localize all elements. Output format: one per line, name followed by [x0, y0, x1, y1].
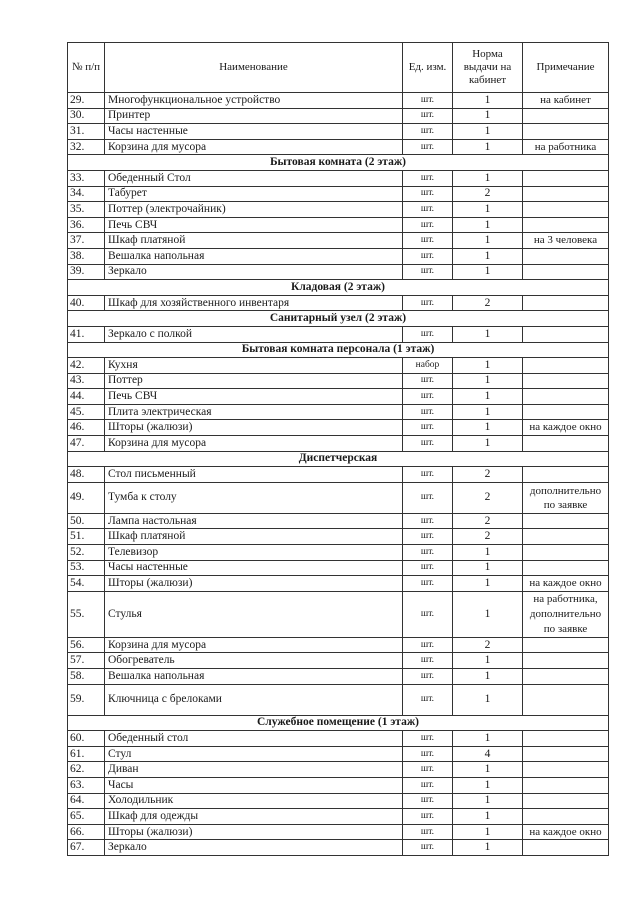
cell-unit: шт. — [403, 108, 453, 124]
cell-norm: 2 — [453, 295, 523, 311]
cell-name: Многофункциональное устройство — [105, 93, 403, 109]
cell-num: 32. — [68, 139, 105, 155]
cell-unit: шт. — [403, 824, 453, 840]
cell-note: на кабинет — [523, 93, 609, 109]
table-body — [68, 93, 609, 856]
cell-num: 57. — [68, 653, 105, 669]
section-row — [68, 451, 609, 467]
cell-norm: 1 — [453, 777, 523, 793]
cell-num: 56. — [68, 637, 105, 653]
cell-norm: 1 — [453, 809, 523, 825]
cell-norm: 1 — [453, 545, 523, 561]
table-row — [68, 576, 609, 592]
cell-note — [523, 358, 609, 374]
cell-name: Печь СВЧ — [105, 389, 403, 405]
cell-num: 66. — [68, 824, 105, 840]
cell-norm: 1 — [453, 576, 523, 592]
cell-name: Телевизор — [105, 545, 403, 561]
cell-unit: шт. — [403, 637, 453, 653]
cell-name: Корзина для мусора — [105, 436, 403, 452]
cell-unit: шт. — [403, 746, 453, 762]
cell-unit: шт. — [403, 139, 453, 155]
cell-unit: шт. — [403, 404, 453, 420]
cell-norm: 1 — [453, 560, 523, 576]
cell-note — [523, 545, 609, 561]
cell-note — [523, 529, 609, 545]
table-row — [68, 513, 609, 529]
cell-norm: 1 — [453, 591, 523, 637]
cell-unit: шт. — [403, 777, 453, 793]
cell-unit: шт. — [403, 326, 453, 342]
table-row — [68, 295, 609, 311]
cell-note — [523, 793, 609, 809]
cell-num: 33. — [68, 170, 105, 186]
table-row — [68, 326, 609, 342]
cell-norm: 1 — [453, 731, 523, 747]
cell-num: 47. — [68, 436, 105, 452]
table-row — [68, 170, 609, 186]
cell-num: 40. — [68, 295, 105, 311]
table-row — [68, 93, 609, 109]
cell-note — [523, 186, 609, 202]
cell-unit: шт. — [403, 482, 453, 513]
cell-note — [523, 404, 609, 420]
section-title: Бытовая комната персонала (1 этаж) — [68, 342, 609, 358]
cell-num: 42. — [68, 358, 105, 374]
header-norm: Норма выдачи на кабинет — [453, 43, 523, 93]
cell-norm: 2 — [453, 637, 523, 653]
cell-num: 45. — [68, 404, 105, 420]
table-row — [68, 389, 609, 405]
cell-norm: 1 — [453, 824, 523, 840]
cell-num: 31. — [68, 124, 105, 140]
section-row — [68, 715, 609, 731]
cell-norm: 1 — [453, 373, 523, 389]
cell-num: 50. — [68, 513, 105, 529]
cell-name: Обеденный Стол — [105, 170, 403, 186]
section-row — [68, 342, 609, 358]
cell-num: 63. — [68, 777, 105, 793]
cell-norm: 1 — [453, 233, 523, 249]
cell-note — [523, 170, 609, 186]
cell-name: Печь СВЧ — [105, 217, 403, 233]
table-row — [68, 824, 609, 840]
cell-unit: шт. — [403, 669, 453, 685]
cell-num: 48. — [68, 467, 105, 483]
cell-name: Кухня — [105, 358, 403, 374]
cell-name: Лампа настольная — [105, 513, 403, 529]
cell-note: на каждое окно — [523, 576, 609, 592]
table-row — [68, 404, 609, 420]
cell-note — [523, 731, 609, 747]
section-row — [68, 280, 609, 296]
cell-name: Корзина для мусора — [105, 139, 403, 155]
cell-unit: шт. — [403, 186, 453, 202]
table-row — [68, 202, 609, 218]
cell-unit: шт. — [403, 560, 453, 576]
table-row — [68, 809, 609, 825]
table-row — [68, 358, 609, 374]
cell-num: 55. — [68, 591, 105, 637]
cell-norm: 1 — [453, 202, 523, 218]
cell-name: Вешалка напольная — [105, 669, 403, 685]
cell-num: 64. — [68, 793, 105, 809]
header-unit: Ед. изм. — [403, 43, 453, 93]
cell-unit: шт. — [403, 202, 453, 218]
table-row — [68, 436, 609, 452]
cell-norm: 1 — [453, 653, 523, 669]
cell-unit: шт. — [403, 373, 453, 389]
cell-note: дополнительно по заявке — [523, 482, 609, 513]
cell-note — [523, 108, 609, 124]
header-num: № п/п — [68, 43, 105, 93]
cell-num: 36. — [68, 217, 105, 233]
table-row — [68, 108, 609, 124]
cell-note — [523, 326, 609, 342]
cell-num: 41. — [68, 326, 105, 342]
cell-name: Стулья — [105, 591, 403, 637]
cell-num: 37. — [68, 233, 105, 249]
cell-name: Зеркало с полкой — [105, 326, 403, 342]
table-row — [68, 545, 609, 561]
cell-num: 59. — [68, 684, 105, 715]
section-title: Диспетчерская — [68, 451, 609, 467]
cell-num: 60. — [68, 731, 105, 747]
cell-note: на 3 человека — [523, 233, 609, 249]
cell-norm: 1 — [453, 358, 523, 374]
cell-name: Шкаф для хозяйственного инвентаря — [105, 295, 403, 311]
section-row — [68, 311, 609, 327]
cell-name: Обеденный стол — [105, 731, 403, 747]
cell-norm: 1 — [453, 124, 523, 140]
cell-name: Корзина для мусора — [105, 637, 403, 653]
table-row — [68, 529, 609, 545]
cell-unit: шт. — [403, 591, 453, 637]
cell-note — [523, 669, 609, 685]
cell-num: 67. — [68, 840, 105, 856]
cell-unit: шт. — [403, 576, 453, 592]
table-row — [68, 217, 609, 233]
cell-unit: шт. — [403, 467, 453, 483]
cell-num: 38. — [68, 248, 105, 264]
cell-norm: 1 — [453, 684, 523, 715]
cell-note — [523, 840, 609, 856]
cell-name: Зеркало — [105, 840, 403, 856]
cell-note: на работника, дополнительно по заявке — [523, 591, 609, 637]
table-row — [68, 591, 609, 637]
cell-num: 29. — [68, 93, 105, 109]
table-row — [68, 186, 609, 202]
cell-name: Шкаф для одежды — [105, 809, 403, 825]
cell-note — [523, 809, 609, 825]
cell-name: Зеркало — [105, 264, 403, 280]
cell-note — [523, 653, 609, 669]
cell-note — [523, 560, 609, 576]
cell-norm: 4 — [453, 746, 523, 762]
cell-name: Шторы (жалюзи) — [105, 420, 403, 436]
table-row — [68, 264, 609, 280]
cell-unit: шт. — [403, 731, 453, 747]
cell-unit: шт. — [403, 436, 453, 452]
cell-name: Шторы (жалюзи) — [105, 576, 403, 592]
cell-unit: шт. — [403, 762, 453, 778]
cell-norm: 2 — [453, 529, 523, 545]
cell-norm: 1 — [453, 436, 523, 452]
cell-num: 46. — [68, 420, 105, 436]
cell-note — [523, 295, 609, 311]
table-row — [68, 746, 609, 762]
cell-unit: шт. — [403, 793, 453, 809]
cell-note: на каждое окно — [523, 420, 609, 436]
cell-name: Часы настенные — [105, 560, 403, 576]
cell-unit: шт. — [403, 840, 453, 856]
cell-note — [523, 467, 609, 483]
cell-norm: 1 — [453, 840, 523, 856]
cell-norm: 1 — [453, 217, 523, 233]
table-row — [68, 233, 609, 249]
table-row — [68, 560, 609, 576]
cell-name: Диван — [105, 762, 403, 778]
cell-num: 30. — [68, 108, 105, 124]
cell-num: 44. — [68, 389, 105, 405]
cell-norm: 1 — [453, 248, 523, 264]
cell-norm: 1 — [453, 420, 523, 436]
cell-unit: шт. — [403, 389, 453, 405]
section-row — [68, 155, 609, 171]
cell-unit: набор — [403, 358, 453, 374]
cell-unit: шт. — [403, 124, 453, 140]
cell-norm: 1 — [453, 108, 523, 124]
cell-unit: шт. — [403, 93, 453, 109]
table-header-row — [68, 43, 609, 93]
cell-num: 35. — [68, 202, 105, 218]
cell-unit: шт. — [403, 233, 453, 249]
cell-norm: 1 — [453, 404, 523, 420]
cell-name: Тумба к столу — [105, 482, 403, 513]
cell-norm: 1 — [453, 389, 523, 405]
cell-note: на работника — [523, 139, 609, 155]
cell-num: 53. — [68, 560, 105, 576]
section-title: Служебное помещение (1 этаж) — [68, 715, 609, 731]
table-row — [68, 373, 609, 389]
table-row — [68, 139, 609, 155]
cell-name: Часы — [105, 777, 403, 793]
section-title: Санитарный узел (2 этаж) — [68, 311, 609, 327]
equipment-norms-table — [67, 42, 609, 856]
cell-num: 52. — [68, 545, 105, 561]
cell-note — [523, 637, 609, 653]
cell-norm: 1 — [453, 264, 523, 280]
cell-note — [523, 264, 609, 280]
cell-num: 61. — [68, 746, 105, 762]
table-row — [68, 124, 609, 140]
cell-name: Обогреватель — [105, 653, 403, 669]
cell-name: Шкаф платяной — [105, 233, 403, 249]
cell-unit: шт. — [403, 217, 453, 233]
cell-num: 58. — [68, 669, 105, 685]
cell-name: Поттер — [105, 373, 403, 389]
cell-note — [523, 762, 609, 778]
cell-name: Шторы (жалюзи) — [105, 824, 403, 840]
cell-unit: шт. — [403, 545, 453, 561]
cell-norm: 1 — [453, 326, 523, 342]
cell-note — [523, 373, 609, 389]
cell-name: Принтер — [105, 108, 403, 124]
cell-note — [523, 248, 609, 264]
section-title: Кладовая (2 этаж) — [68, 280, 609, 296]
cell-num: 49. — [68, 482, 105, 513]
table-row — [68, 777, 609, 793]
cell-note — [523, 217, 609, 233]
cell-num: 54. — [68, 576, 105, 592]
cell-norm: 2 — [453, 467, 523, 483]
cell-note — [523, 124, 609, 140]
table-row — [68, 482, 609, 513]
table-row — [68, 653, 609, 669]
table-row — [68, 467, 609, 483]
cell-name: Вешалка напольная — [105, 248, 403, 264]
cell-unit: шт. — [403, 420, 453, 436]
cell-name: Часы настенные — [105, 124, 403, 140]
cell-name: Табурет — [105, 186, 403, 202]
cell-unit: шт. — [403, 653, 453, 669]
cell-name: Холодильник — [105, 793, 403, 809]
cell-num: 43. — [68, 373, 105, 389]
cell-num: 51. — [68, 529, 105, 545]
cell-unit: шт. — [403, 248, 453, 264]
cell-note — [523, 389, 609, 405]
cell-name: Стул — [105, 746, 403, 762]
cell-name: Стол письменный — [105, 467, 403, 483]
cell-unit: шт. — [403, 264, 453, 280]
cell-unit: шт. — [403, 684, 453, 715]
cell-note — [523, 436, 609, 452]
table-row — [68, 684, 609, 715]
header-name: Наименование — [105, 43, 403, 93]
table-row — [68, 731, 609, 747]
table-row — [68, 840, 609, 856]
cell-num: 34. — [68, 186, 105, 202]
cell-norm: 2 — [453, 513, 523, 529]
table-row — [68, 248, 609, 264]
cell-note — [523, 202, 609, 218]
cell-note — [523, 746, 609, 762]
cell-name: Шкаф платяной — [105, 529, 403, 545]
cell-norm: 2 — [453, 186, 523, 202]
cell-note — [523, 513, 609, 529]
cell-norm: 1 — [453, 93, 523, 109]
cell-note — [523, 684, 609, 715]
cell-norm: 1 — [453, 669, 523, 685]
table-row — [68, 420, 609, 436]
cell-norm: 1 — [453, 762, 523, 778]
cell-note — [523, 777, 609, 793]
cell-unit: шт. — [403, 513, 453, 529]
table-row — [68, 762, 609, 778]
cell-num: 65. — [68, 809, 105, 825]
cell-norm: 1 — [453, 170, 523, 186]
cell-note: на каждое окно — [523, 824, 609, 840]
cell-name: Ключница с брелоками — [105, 684, 403, 715]
table-row — [68, 669, 609, 685]
cell-num: 62. — [68, 762, 105, 778]
cell-norm: 1 — [453, 139, 523, 155]
cell-norm: 1 — [453, 793, 523, 809]
cell-name: Поттер (электрочайник) — [105, 202, 403, 218]
table-row — [68, 793, 609, 809]
cell-unit: шт. — [403, 809, 453, 825]
header-note: Примечание — [523, 43, 609, 93]
cell-num: 39. — [68, 264, 105, 280]
cell-norm: 2 — [453, 482, 523, 513]
cell-unit: шт. — [403, 295, 453, 311]
cell-unit: шт. — [403, 529, 453, 545]
section-title: Бытовая комната (2 этаж) — [68, 155, 609, 171]
cell-unit: шт. — [403, 170, 453, 186]
table-row — [68, 637, 609, 653]
cell-name: Плита электрическая — [105, 404, 403, 420]
